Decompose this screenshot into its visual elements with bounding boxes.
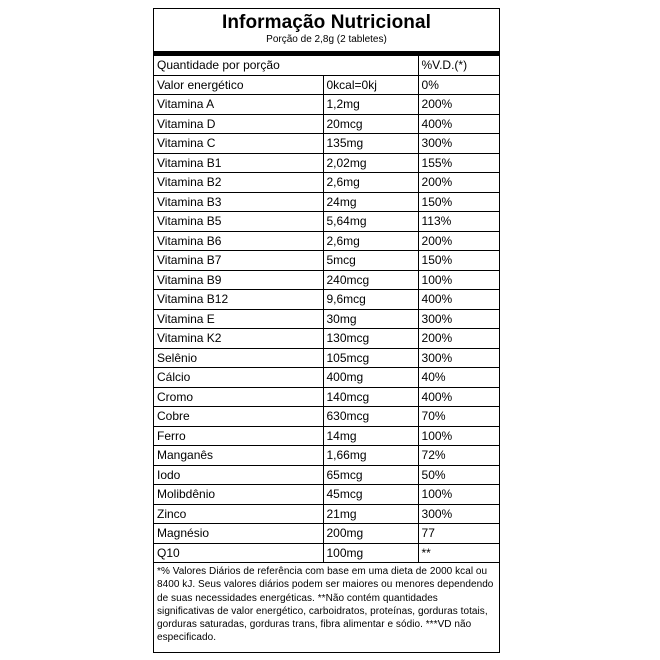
table-row bbox=[154, 134, 499, 154]
table-row bbox=[154, 231, 499, 251]
nutrient-vd: 300% bbox=[418, 134, 499, 154]
nutrient-amount: 24mg bbox=[323, 192, 418, 212]
nutrient-amount: 100mg bbox=[323, 543, 418, 563]
table-row bbox=[154, 309, 499, 329]
nutrient-rows bbox=[154, 75, 499, 563]
nutrient-amount: 2,02mg bbox=[323, 153, 418, 173]
table-row bbox=[154, 251, 499, 271]
label-title: Informação Nutricional bbox=[221, 12, 432, 33]
nutrient-vd: 100% bbox=[418, 270, 499, 290]
footnote: *% Valores Diários de referência com base em uma dieta de 2000 kcal ou 8400 kJ. Seus valores diários podem ser maiores ou menores dependendo de suas necessidades energéticas. **Não contém quantidades significativas de valor energético, carboidratos, proteínas, gorduras totais, gorduras saturadas, gorduras trans, fibra alimentar e sódio. ***VD não especificado. bbox=[157, 566, 494, 644]
table-row bbox=[154, 212, 499, 232]
nutrient-vd: 113% bbox=[418, 212, 499, 232]
nutrient-vd: 0% bbox=[418, 75, 499, 95]
serving-size: Porção de 2,8g (2 tabletes) bbox=[266, 34, 387, 45]
table-row bbox=[154, 524, 499, 544]
table-row bbox=[154, 504, 499, 524]
nutrient-amount: 0kcal=0kj bbox=[323, 75, 418, 95]
nutrient-name: Cromo bbox=[154, 387, 323, 407]
nutrient-name: Vitamina B7 bbox=[154, 251, 323, 271]
table-row bbox=[154, 465, 499, 485]
nutrient-amount: 2,6mg bbox=[323, 231, 418, 251]
table-row bbox=[154, 75, 499, 95]
nutrient-vd: 40% bbox=[418, 368, 499, 388]
nutrient-amount: 20mcg bbox=[323, 114, 418, 134]
nutrient-vd: 70% bbox=[418, 407, 499, 427]
nutrition-table bbox=[154, 56, 499, 563]
nutrient-amount: 30mg bbox=[323, 309, 418, 329]
column-header-quantity: Quantidade por porção bbox=[154, 56, 418, 75]
nutrient-amount: 135mg bbox=[323, 134, 418, 154]
nutrient-amount: 9,6mcg bbox=[323, 290, 418, 310]
nutrient-vd: 200% bbox=[418, 173, 499, 193]
nutrient-name: Vitamina A bbox=[154, 95, 323, 115]
table-row bbox=[154, 192, 499, 212]
table-row bbox=[154, 407, 499, 427]
nutrient-name: Zinco bbox=[154, 504, 323, 524]
column-header-vd: %V.D.(*) bbox=[418, 56, 499, 75]
nutrient-vd: 100% bbox=[418, 485, 499, 505]
nutrient-vd: 150% bbox=[418, 192, 499, 212]
nutrient-vd: 400% bbox=[418, 114, 499, 134]
nutrient-name: Vitamina B9 bbox=[154, 270, 323, 290]
nutrient-amount: 65mcg bbox=[323, 465, 418, 485]
nutrition-facts-label bbox=[153, 8, 500, 653]
table-row bbox=[154, 114, 499, 134]
nutrient-name: Valor energético bbox=[154, 75, 323, 95]
table-row bbox=[154, 426, 499, 446]
table-row bbox=[154, 173, 499, 193]
nutrient-amount: 45mcg bbox=[323, 485, 418, 505]
nutrient-vd: 300% bbox=[418, 504, 499, 524]
nutrient-vd: 200% bbox=[418, 95, 499, 115]
nutrient-name: Ferro bbox=[154, 426, 323, 446]
nutrient-name: Selênio bbox=[154, 348, 323, 368]
nutrient-name: Vitamina B12 bbox=[154, 290, 323, 310]
table-row bbox=[154, 290, 499, 310]
table-row bbox=[154, 387, 499, 407]
nutrient-name: Vitamina B6 bbox=[154, 231, 323, 251]
table-row bbox=[154, 543, 499, 563]
nutrient-vd: 200% bbox=[418, 329, 499, 349]
nutrient-name: Iodo bbox=[154, 465, 323, 485]
table-row bbox=[154, 485, 499, 505]
nutrient-name: Q10 bbox=[154, 543, 323, 563]
nutrient-vd: ** bbox=[418, 543, 499, 563]
table-row bbox=[154, 446, 499, 466]
table-header-row bbox=[154, 56, 499, 75]
nutrient-name: Vitamina D bbox=[154, 114, 323, 134]
nutrient-amount: 21mg bbox=[323, 504, 418, 524]
table-row bbox=[154, 329, 499, 349]
nutrient-amount: 630mcg bbox=[323, 407, 418, 427]
nutrient-name: Molibdênio bbox=[154, 485, 323, 505]
nutrient-vd: 155% bbox=[418, 153, 499, 173]
table-row bbox=[154, 153, 499, 173]
nutrient-amount: 400mg bbox=[323, 368, 418, 388]
nutrient-amount: 5mcg bbox=[323, 251, 418, 271]
nutrient-amount: 140mcg bbox=[323, 387, 418, 407]
nutrient-amount: 2,6mg bbox=[323, 173, 418, 193]
nutrient-name: Vitamina C bbox=[154, 134, 323, 154]
nutrient-name: Magnésio bbox=[154, 524, 323, 544]
nutrient-amount: 1,2mg bbox=[323, 95, 418, 115]
nutrient-vd: 300% bbox=[418, 309, 499, 329]
nutrient-name: Vitamina B2 bbox=[154, 173, 323, 193]
nutrient-name: Vitamina B5 bbox=[154, 212, 323, 232]
nutrient-vd: 300% bbox=[418, 348, 499, 368]
nutrient-amount: 14mg bbox=[323, 426, 418, 446]
nutrient-vd: 400% bbox=[418, 290, 499, 310]
nutrient-name: Vitamina E bbox=[154, 309, 323, 329]
nutrient-vd: 72% bbox=[418, 446, 499, 466]
table-row bbox=[154, 95, 499, 115]
nutrient-amount: 200mg bbox=[323, 524, 418, 544]
nutrient-name: Vitamina B3 bbox=[154, 192, 323, 212]
nutrient-amount: 5,64mg bbox=[323, 212, 418, 232]
nutrient-vd: 200% bbox=[418, 231, 499, 251]
nutrient-amount: 105mcg bbox=[323, 348, 418, 368]
nutrient-vd: 100% bbox=[418, 426, 499, 446]
nutrient-vd: 150% bbox=[418, 251, 499, 271]
nutrient-name: Vitamina B1 bbox=[154, 153, 323, 173]
nutrient-name: Cálcio bbox=[154, 368, 323, 388]
nutrient-name: Vitamina K2 bbox=[154, 329, 323, 349]
nutrient-amount: 1,66mg bbox=[323, 446, 418, 466]
table-row bbox=[154, 348, 499, 368]
table-row bbox=[154, 270, 499, 290]
nutrient-vd: 77 bbox=[418, 524, 499, 544]
nutrient-vd: 50% bbox=[418, 465, 499, 485]
nutrient-vd: 400% bbox=[418, 387, 499, 407]
table-row bbox=[154, 368, 499, 388]
nutrient-name: Cobre bbox=[154, 407, 323, 427]
nutrient-amount: 240mcg bbox=[323, 270, 418, 290]
nutrient-name: Manganês bbox=[154, 446, 323, 466]
nutrient-amount: 130mcg bbox=[323, 329, 418, 349]
